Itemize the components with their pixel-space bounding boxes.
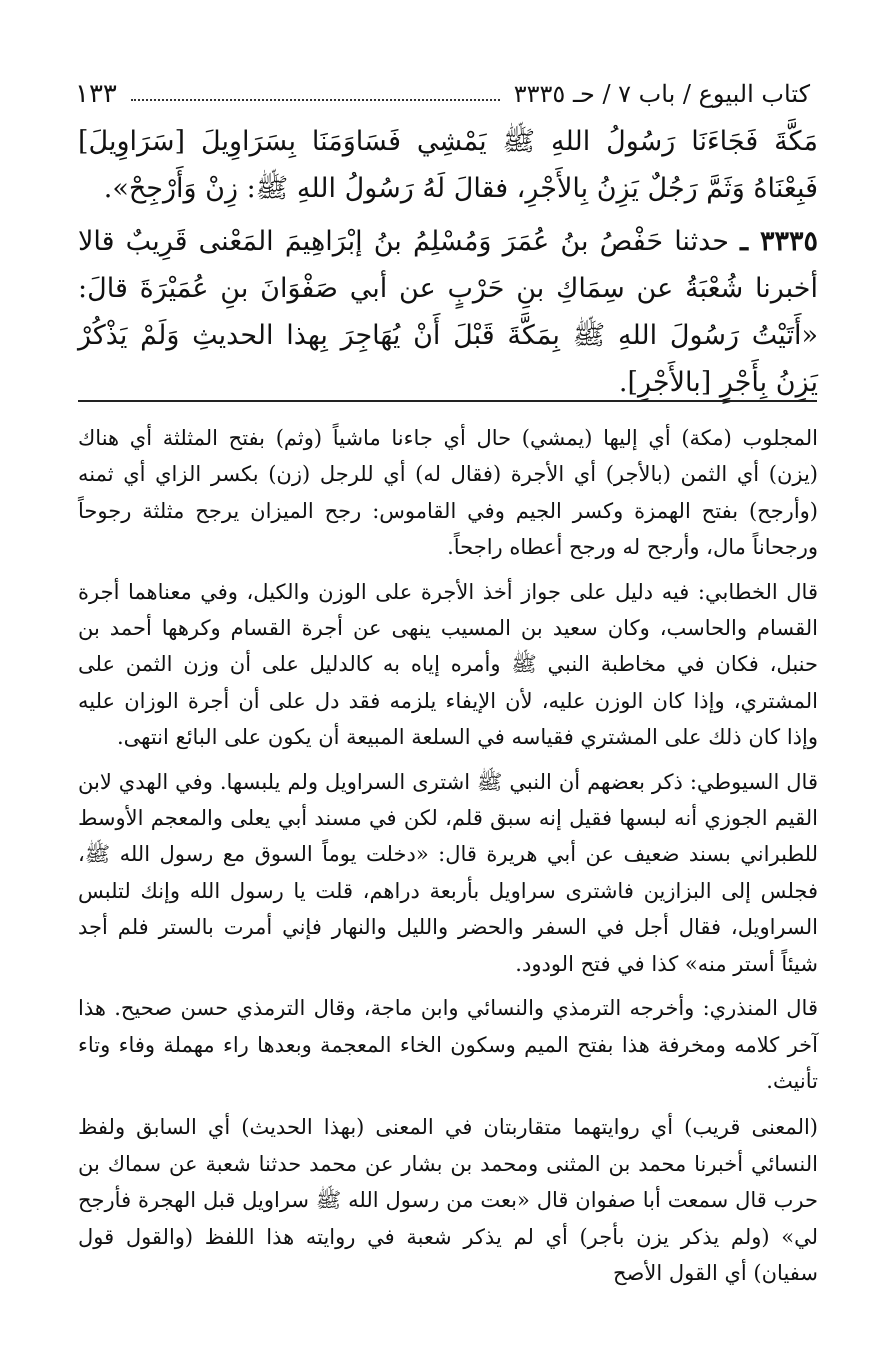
commentary-paragraph: قال الخطابي: فيه دليل على جواز أخذ الأجرة على الوزن والكيل، وفي معناهما أجرة القسام والحاسب، وكان سعيد بن المسيب ينهى عن أجرة القسام وكرهها أحمد بن حنبل، فكان في مخاطبة النبي ﷺ وأمره إياه به كالدليل على أن وزن الثمن على المشتري، وإذا كان الوزن عليه، لأن الإيفاء يلزمه فقد دل على أن أجرة الوزان عليه وإذا كان ذلك على المشتري فقياسه في السلعة المبيعة أن يكون على البائع انتهى. xyxy=(78,579,818,750)
footnote-divider xyxy=(78,400,817,402)
hadith-continuation: مَكَّةَ فَجَاءَنَا رَسُولُ اللهِ ﷺ يَمْشِي فَسَاوَمَنَا بِسَرَاوِيلَ [سَرَاوِيلَ] فَبِعْنَاهُ وَثَمَّ رَجُلٌ يَزِنُ بِالأَجْرِ، فقالَ لَهُ رَسُولُ اللهِ ﷺ: زِنْ وَأَرْجِحْ». xyxy=(78,126,818,204)
commentary-paragraph: (المعنى قريب) أي روايتهما متقاربتان في المعنى (بهذا الحديث) أي السابق ولفظ النسائي أخبرنا محمد بن المثنى ومحمد بن بشار عن محمد حدثنا شعبة عن سماك بن حرب قال سمعت أبا صفوان قال «بعت من رسول الله ﷺ سراويل قبل الهجرة فأرجح لي» (ولم يذكر يزن بأجر) أي لم يذكر شعبة في روايته هذا اللفظ (والقول قول سفيان) أي القول الأصح xyxy=(78,1115,818,1285)
hadith-3335 xyxy=(78,218,818,406)
commentary xyxy=(78,420,818,1291)
hadith-text xyxy=(78,118,818,406)
running-title: كتاب البيوع / باب ٧ / حـ ٣٣٣٥ xyxy=(513,80,810,108)
running-header xyxy=(75,74,810,114)
hadith-number: ٣٣٣٥ ـ xyxy=(740,226,819,257)
page-number: ١٣٣ xyxy=(75,79,117,109)
commentary-paragraph: قال السيوطي: ذكر بعضهم أن النبي ﷺ اشترى السراويل ولم يلبسها. وفي الهدي لابن القيم الجوزي أنه لبسها فقيل إنه سبق قلم، لكن في مسند أبي يعلى والمعجم الأوسط للطبراني بسند ضعيف عن أبي هريرة قال: «دخلت يوماً السوق مع رسول الله ﷺ، فجلس إلى البزازين فاشترى سراويل بأربعة دراهم، قلت يا رسول الله وإنك لتلبس السراويل، فقال أجل في السفر والحضر والليل والنهار فإني أمرت بالستر فلم أجد شيئاً أستر منه» كذا في فتح الودود. xyxy=(78,769,818,976)
commentary-paragraph: قال المنذري: وأخرجه الترمذي والنسائي وابن ماجة، وقال الترمذي حسن صحيح. هذا آخر كلامه ومخرفة هذا بفتح الميم وسكون الخاء المعجمة وبعدها راء مهملة وفاء وتاء تأنيث. xyxy=(78,996,818,1093)
hadith-body: حدثنا حَفْصُ بنُ عُمَرَ وَمُسْلِمُ بنُ إبْرَاهِيمَ المَعْنى قَرِيبٌ قالا أخبرنا شُعْبَةُ عن سِمَاكِ بنِ حَرْبٍ عن أبي صَفْوَانَ بنِ عُمَيْرَةَ قالَ: «أَتَيْتُ رَسُولَ اللهِ ﷺ بِمَكَّةَ قَبْلَ أَنْ يُهَاجِرَ بِهذا الحديثِ وَلَمْ يَذْكُرْ يَزِنُ بِأَجْرٍ [بالأَجْرِ]. xyxy=(78,226,818,398)
commentary-paragraph: المجلوب (مكة) أي إليها (يمشي) حال أي جاءنا ماشياً (وثم) بفتح المثلثة أي هناك (يزن) أي الثمن (بالأجر) أي الأجرة (فقال له) أي للرجل (زن) بكسر الزاي أي ثمنه (وأرجح) بفتح الهمزة وكسر الجيم وفي القاموس: رجح الميزان يرجح مثلثة رجوحاً ورجحاناً مال، وأرجح له ورجح أعطاه راجحاً. xyxy=(78,426,818,560)
dotted-leader xyxy=(131,99,500,101)
